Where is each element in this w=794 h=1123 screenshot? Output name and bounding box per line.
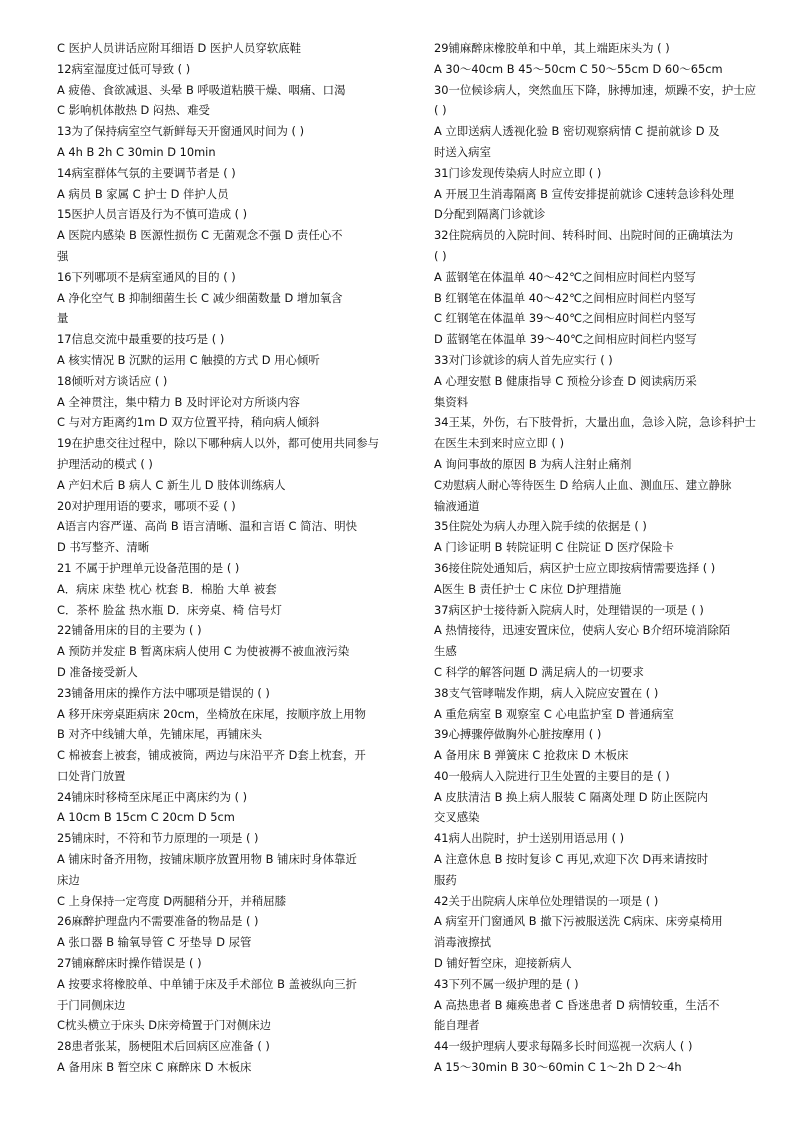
text-line: 25铺床时，不符和节力原理的一项是 ( ) [57, 831, 259, 846]
text-line: C 与对方距离约1m D 双方位置平持，稍向病人倾斜 [57, 415, 320, 430]
text-line: 生感 [434, 644, 457, 659]
text-line: A医生 B 责任护士 C 床位 D护理措施 [434, 581, 622, 596]
text-line: B 对齐中线铺大单，先铺床尾，再铺床头 [57, 727, 263, 742]
text-line: A 热情接待，迅速安置床位，使病人安心 B介绍环境消除陌 [434, 623, 731, 638]
text-line: A 备用床 B 弹簧床 C 抢救床 D 木板床 [434, 748, 629, 763]
text-line: 14病室群体气氛的主要调节者是 ( ) [57, 165, 236, 180]
text-line: A语言内容严谨、高尚 B 语言清晰、温和言语 C 简洁、明快 [57, 519, 358, 534]
text-line: A 按要求将橡胶单、中单铺于床及手术部位 B 盖被纵向三折 [57, 976, 357, 991]
text-line: D 铺好暂空床，迎接新病人 [434, 956, 572, 971]
text-line: D 准备接受新人 [57, 664, 138, 679]
text-line: 39心搏骤停做胸外心脏按摩用 ( ) [434, 727, 602, 742]
text-line: A 开展卫生消毒隔离 B 宣传安排提前就诊 C速转急诊科处理 [434, 186, 735, 201]
right-column [434, 38, 774, 1123]
text-line: 40一般病人入院进行卫生处置的主要目的是 ( ) [434, 768, 670, 783]
text-line: D分配到隔离门诊就诊 [434, 207, 546, 222]
text-line: 43下列不属一级护理的是 ( ) [434, 976, 579, 991]
text-line: 消毒液擦拭 [434, 935, 491, 950]
text-line: 33对门诊就诊的病人首先应实行 ( ) [434, 352, 613, 367]
text-line: 16下列哪项不是病室通风的目的 ( ) [57, 269, 236, 284]
text-line: A 蓝钢笔在体温单 40～42℃之间相应时间栏内竖写 [434, 269, 696, 284]
text-line: 输液通道 [434, 498, 480, 513]
text-line: D 蓝钢笔在体温单 39～40℃之间相应时间栏内竖写 [434, 332, 697, 347]
text-line: 在医生未到来时应立即 ( ) [434, 436, 565, 451]
text-line: 37病区护士接待新入院病人时，处理错误的一项是 ( ) [434, 602, 704, 617]
text-line: A 心理安慰 B 健康指导 C 预检分诊查 D 阅读病历采 [434, 373, 697, 388]
text-line: 口处背门放置 [57, 768, 126, 783]
text-line: 19在护患交往过程中，除以下哪种病人以外，都可使用共同参与 [57, 436, 380, 451]
text-line: C 科学的解答问题 D 满足病人的一切要求 [434, 664, 644, 679]
text-line: 36接住院处通知后，病区护士应立即按病情需要选择 ( ) [434, 560, 716, 575]
text-line: C 医护人员讲话应附耳细语 D 医护人员穿软底鞋 [57, 41, 302, 55]
text-line: 护理活动的模式 ( ) [57, 456, 153, 471]
text-line: A 注意休息 B 按时复诊 C 再见,欢迎下次 D再来请按时 [434, 852, 709, 867]
text-line: C 影响机体散热 D 闷热、难受 [57, 103, 210, 118]
text-line: A 净化空气 B 抑制细菌生长 C 减少细菌数量 D 增加氧含 [57, 290, 343, 305]
text-line: 集资料 [434, 394, 469, 409]
text-line: 交叉感染 [434, 810, 480, 825]
text-line: C枕头横立于床头 D床旁椅置于门对侧床边 [57, 1018, 271, 1033]
text-line: 20对护理用语的要求，哪项不妥 ( ) [57, 498, 236, 513]
text-line: 能自理者 [434, 1018, 480, 1033]
text-line: A 10cm B 15cm C 20cm D 5cm [57, 810, 235, 825]
text-line: 服药 [434, 872, 457, 887]
text-line: 42关于出院病人床单位处理错误的一项是 ( ) [434, 893, 659, 908]
text-line: 23铺备用床的操作方法中哪项是错误的 ( ) [57, 685, 270, 700]
text-line: A 核实情况 B 沉默的运用 C 触摸的方式 D 用心倾听 [57, 352, 320, 367]
text-line: A 备用床 B 暂空床 C 麻醉床 D 木板床 [57, 1060, 252, 1075]
text-line: A 门诊证明 B 转院证明 C 住院证 D 医疗保险卡 [434, 540, 674, 555]
text-line: A 皮肤清洁 B 换上病人服装 C 隔离处理 D 防止医院内 [434, 789, 709, 804]
text-line: C 红钢笔在体温单 39～40℃之间相应时间栏内竖写 [434, 311, 697, 326]
text-line: 于门同侧床边 [57, 997, 126, 1012]
text-line: A 预防并发症 B 暂离床病人使用 C 为使被褥不被血液污染 [57, 644, 350, 659]
text-line: A 铺床时备齐用物，按铺床顺序放置用物 B 铺床时身体靠近 [57, 852, 357, 867]
text-line: ( ) [434, 248, 447, 263]
text-line: 32住院病员的入院时间、转科时间、出院时间的正确填法为 [434, 228, 734, 243]
text-line: 38支气管哮喘发作期，病人入院应安置在 ( ) [434, 685, 659, 700]
text-line: ( ) [434, 103, 447, 118]
text-line: A 产妇术后 B 病人 C 新生儿 D 肢体训练病人 [57, 477, 286, 492]
text-line: 21 不属于护理单元设备范围的是 ( ) [57, 560, 240, 575]
text-line: 26麻醉护理盘内不需要准备的物品是 ( ) [57, 914, 259, 929]
text-line: A 4h B 2h C 30min D 10min [57, 144, 216, 159]
text-line: A 重危病室 B 观察室 C 心电监护室 D 普通病室 [434, 706, 674, 721]
text-line: C 棉被套上被套，铺成被筒，两边与床沿平齐 D套上枕套，开 [57, 748, 366, 763]
text-line: A 询问事故的原因 B 为病人注射止痛剂 [434, 456, 632, 471]
text-line: C劝慰病人耐心等待医生 D 给病人止血、测血压、建立静脉 [434, 477, 732, 492]
text-line: A 病室开门窗通风 B 撤下污被服送洗 C病床、床旁桌椅用 [434, 914, 723, 929]
text-line: 28患者张某，肠梗阻术后回病区应准备 ( ) [57, 1039, 270, 1054]
text-line: A 高热患者 B 瘫痪患者 C 昏迷患者 D 病情较重，生活不 [434, 997, 720, 1012]
text-line: A 移开床旁桌距病床 20cm，坐椅放在床尾，按顺序放上用物 [57, 706, 366, 721]
text-line: C 上身保持一定弯度 D两腿稍分开，并稍屈膝 [57, 893, 286, 908]
text-line: B 红钢笔在体温单 40～42℃之间相应时间栏内竖写 [434, 290, 696, 305]
text-line: A 30～40cm B 45～50cm C 50～55cm D 60～65cm [434, 61, 723, 76]
text-line: 13为了保持病室空气新鲜每天开窗通风时间为 ( ) [57, 124, 305, 139]
text-line: 时送入病室 [434, 144, 491, 159]
text-line: A 医院内感染 B 医源性损伤 C 无菌观念不强 D 责任心不 [57, 228, 343, 243]
text-line: 22铺备用床的目的主要为 ( ) [57, 623, 202, 638]
text-line: 29铺麻醉床橡胶单和中单，其上端距床头为 ( ) [434, 41, 670, 55]
text-line: A 疲倦、食欲减退、头晕 B 呼吸道粘膜干燥、咽痛、口渴 [57, 82, 346, 97]
text-line: D 书写整齐、清晰 [57, 540, 150, 555]
text-line: 27铺麻醉床时操作错误是 ( ) [57, 956, 202, 971]
text-line: 30一位候诊病人，突然血压下降，脉搏加速，烦躁不安，护士应 [434, 82, 757, 97]
text-line: 44一级护理病人要求每隔多长时间巡视一次病人 ( ) [434, 1039, 693, 1054]
text-line: 12病室湿度过低可导致 ( ) [57, 61, 191, 76]
text-line: 35住院处为病人办理入院手续的依据是 ( ) [434, 519, 647, 534]
text-line: 24铺床时移椅至床尾正中离床约为 ( ) [57, 789, 248, 804]
left-column [57, 38, 397, 1123]
text-line: 31门诊发现传染病人时应立即 ( ) [434, 165, 602, 180]
text-line: A 全神贯注，集中精力 B 及时评论对方所谈内容 [57, 394, 300, 409]
text-line: A 立即送病人透视化验 B 密切观察病情 C 提前就诊 D 及 [434, 124, 720, 139]
text-line: C．茶杯 脸盆 热水瓶 D．床旁桌、椅 信号灯 [57, 602, 282, 617]
text-line: A 张口器 B 输氧导管 C 牙垫导 D 尿管 [57, 935, 252, 950]
text-line: A 15～30min B 30～60min C 1～2h D 2～4h [434, 1060, 682, 1075]
text-line: A 病员 B 家属 C 护士 D 伴护人员 [57, 186, 229, 201]
text-line: 17信息交流中最重要的技巧是 ( ) [57, 332, 225, 347]
text-line: 15医护人员言语及行为不慎可造成 ( ) [57, 207, 248, 222]
text-line: 41病人出院时，护士送别用语忌用 ( ) [434, 831, 625, 846]
text-line: 18倾听对方谈话应 ( ) [57, 373, 168, 388]
text-line: A．病床 床垫 枕心 枕套 B．棉胎 大单 被套 [57, 581, 277, 596]
text-line: 强 [57, 248, 69, 263]
text-line: 34王某，外伤，右下肢骨折，大量出血，急诊入院，急诊科护士 [434, 415, 757, 430]
text-line: 量 [57, 311, 69, 326]
text-line: 床边 [57, 872, 80, 887]
